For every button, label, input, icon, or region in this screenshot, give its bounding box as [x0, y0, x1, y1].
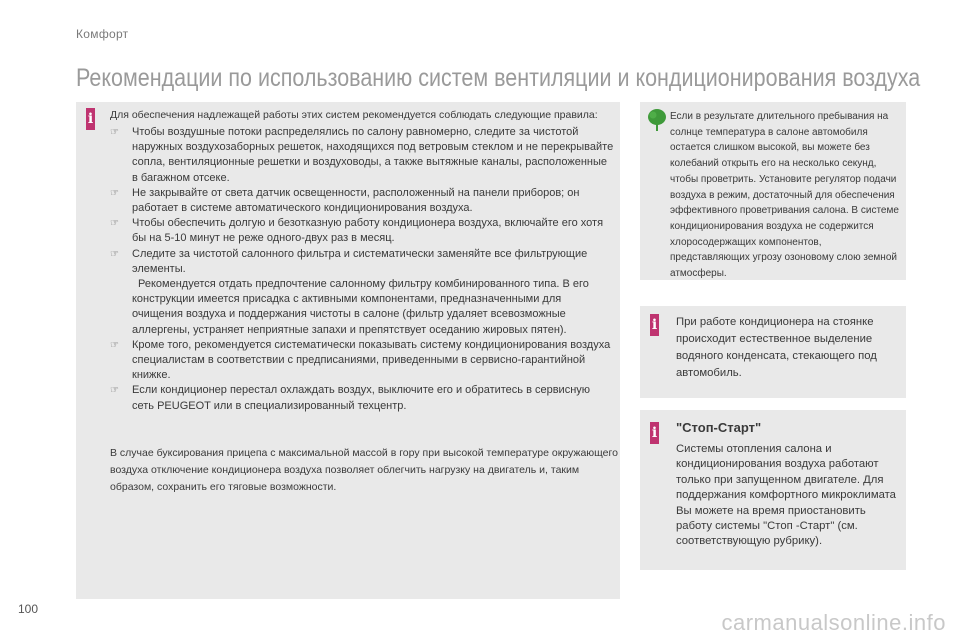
eco-panel [640, 102, 906, 280]
page-title: Рекомендации по использованию систем вентиляции и кондиционирования воздуха [76, 64, 921, 92]
watermark: carmanualsonline.info [721, 610, 946, 635]
towing-note: В случае буксирования прицепа с максимальной массой в гору при высокой температуре окружающего воздуха отключение кондиционера воздуха позволяет облегчить нагрузку на двигатель и, таким образом, сохранить его тяговые возможности. [110, 447, 618, 493]
stop-start-text: Системы отопления салона и кондиционирования воздуха работают только при запущенном двигателе. Для поддержания комфортного микроклимата Вы можете на время приостановить работу системы "Стоп -Старт" (см. соответствующую рубрику). [676, 443, 896, 548]
list-item: ☞ Чтобы воздушные потоки распределялись по салону равномерно, следите за чистотой наружных воздухозаборных решеток, находящихся под ветровым стеклом и не перекрывайте сопла, вентиляционные решетки и воздуховоды, а также вытяжные каналы, расположенные в багажном отсеке. [110, 126, 614, 184]
bullet-icon: ☞ [110, 339, 119, 351]
condensate-panel [640, 306, 906, 398]
condensate-text: При работе кондиционера на стоянке происходит естественное выделение водяного конденсата, стекающего под автомобиль. [676, 316, 877, 379]
recommendations-list [110, 125, 615, 414]
info-icon: i [86, 108, 95, 130]
section-label: Комфорт [76, 27, 129, 41]
bullet-icon: ☞ [110, 248, 119, 260]
filter-note: Рекомендуется отдать предпочтение салонному фильтру комбинированного типа. В его конструкции имеется присадка с активными компонентами, предназначенными для очищения воздуха и поддержания чистоты в салоне (фильтр удаляет всевозможные аллергены, устраняет неприятные запахи и препятствует оседанию жировых пятен). [132, 278, 589, 336]
bullet-icon: ☞ [110, 385, 119, 397]
list-item: ☞ Не закрывайте от света датчик освещенности, расположенный на панели приборов; он работает в системе автоматического кондиционирования воздуха. [110, 186, 580, 215]
list-item: ☞ Чтобы обеспечить долгую и безотказную работу кондиционера воздуха, включайте его хотя бы на 5-10 минут не реже одного-двух раз в месяц. [110, 217, 604, 245]
eco-text: Если в результате длительного пребывания на солнце температура в салоне автомобиля остается слишком высокой, вы можете без колебаний открыть его на несколько секунд, чтобы проветрить. Установите регулятор подачи воздуха в режим, достаточный для обеспечения эффективного проветривания салона. В системе кондиционирования воздуха не содержится хлоросодержащих компонентов, представляющих угрозу озоновому слою земной атмосферы. [670, 111, 899, 280]
list-item: ☞ Если кондиционер перестал охлаждать воздух, выключите его и обратитесь в сервисную сеть PEUGEOT или в специализированный техцентр. [110, 384, 591, 412]
list-item: ☞ Кроме того, рекомендуется систематически показывать систему кондиционирования воздуха специалистам в соответствии с предписаниями, приведенными в сервисно-гарантийной книжке. [110, 338, 611, 382]
bullet-icon: ☞ [110, 218, 119, 230]
bullet-icon: ☞ [110, 187, 119, 199]
eco-leaf-icon [646, 108, 668, 132]
list-item: ☞ Следите за чистотой салонного фильтра и систематически заменяйте все фильтрующие элементы. [110, 247, 588, 275]
stop-start-panel [640, 410, 906, 570]
intro-text: Для обеспечения надлежащей работы этих систем рекомендуется соблюдать следующие правила: [110, 109, 598, 121]
info-icon: i [650, 314, 659, 336]
info-icon: i [650, 422, 659, 444]
page-number: 100 [18, 602, 39, 616]
recommendations-panel [76, 102, 620, 599]
stop-start-title: "Стоп-Старт" [676, 420, 762, 435]
bullet-icon: ☞ [110, 127, 119, 138]
